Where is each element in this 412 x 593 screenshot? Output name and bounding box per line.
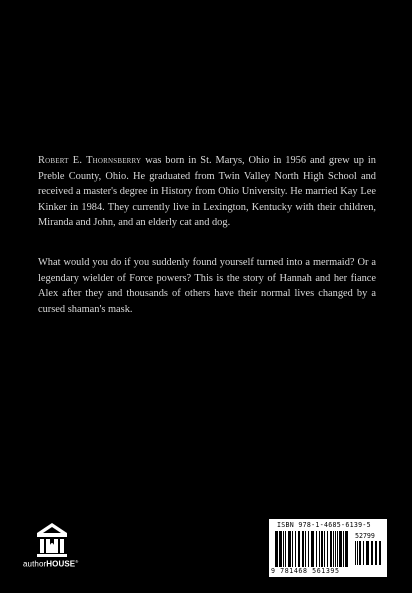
barcode-bar xyxy=(321,531,323,567)
barcode-bar xyxy=(333,531,334,567)
publisher-logo xyxy=(23,521,93,571)
barcode-bar xyxy=(371,541,373,565)
isbn-label: ISBN 978-1-4685-6139-5 xyxy=(277,521,371,529)
publisher-name-bold: HOUSE xyxy=(46,559,76,569)
book-blurb: What would you do if you suddenly found yourself turned into a mermaid? Or a legendary wielder of Force powers? This is the story of Hannah and her fiance Alex after they and thousands of others have their normal lives changed by a cursed shaman's mask. xyxy=(38,257,376,315)
barcode-bar xyxy=(379,541,381,565)
barcode-bar xyxy=(359,541,361,565)
barcode-bar xyxy=(275,531,278,567)
barcode-bar xyxy=(363,541,364,565)
barcode-bar xyxy=(316,531,317,567)
barcode-bar xyxy=(335,531,336,567)
publisher-name-light: author xyxy=(23,559,47,569)
author-bio xyxy=(38,153,376,231)
barcode-bar xyxy=(308,531,309,567)
barcode-bar xyxy=(343,531,344,567)
barcode-bar xyxy=(288,531,291,567)
barcode-bar xyxy=(337,531,338,567)
ean-digits: 9 781468 561395 xyxy=(271,567,340,575)
author-name: Robert E. Thornsberry xyxy=(38,155,142,166)
barcode-bar xyxy=(319,531,320,567)
barcode-bar xyxy=(285,531,286,567)
barcode-bar xyxy=(298,531,300,567)
barcode-bar xyxy=(311,531,314,567)
barcode-bar xyxy=(302,531,304,567)
barcode-bar xyxy=(366,541,369,565)
barcode-bar xyxy=(305,531,306,567)
barcode-bar xyxy=(327,531,328,567)
publisher-name xyxy=(23,559,78,569)
house-with-pillars-icon xyxy=(35,521,69,557)
barcode-bar xyxy=(279,531,282,567)
price-code: 52799 xyxy=(355,532,375,540)
barcode-bar xyxy=(375,541,377,565)
barcode-bar xyxy=(355,541,356,565)
barcode-bar xyxy=(292,531,293,567)
price-barcode-bars xyxy=(355,541,383,565)
trademark-symbol: ® xyxy=(75,559,79,564)
ean-barcode-bars xyxy=(275,531,351,567)
barcode-bar xyxy=(357,541,358,565)
barcode-bar xyxy=(283,531,284,567)
barcode-bar xyxy=(295,531,296,567)
author-bio-text: was born in St. Marys, Ohio in 1956 and grew up in Preble County, Ohio. He graduated from Twin Valley North High School and received a master's degree in History from Ohio University. He married Kay Lee Kinker in 1984. They currently live in Lexington, Kentucky with their children, Miranda and John, and an elderly cat and dog. xyxy=(38,155,376,229)
barcode-bar xyxy=(339,531,342,567)
isbn-barcode xyxy=(269,519,387,577)
barcode-bar xyxy=(330,531,332,567)
barcode-bar xyxy=(324,531,325,567)
barcode-bar xyxy=(345,531,348,567)
